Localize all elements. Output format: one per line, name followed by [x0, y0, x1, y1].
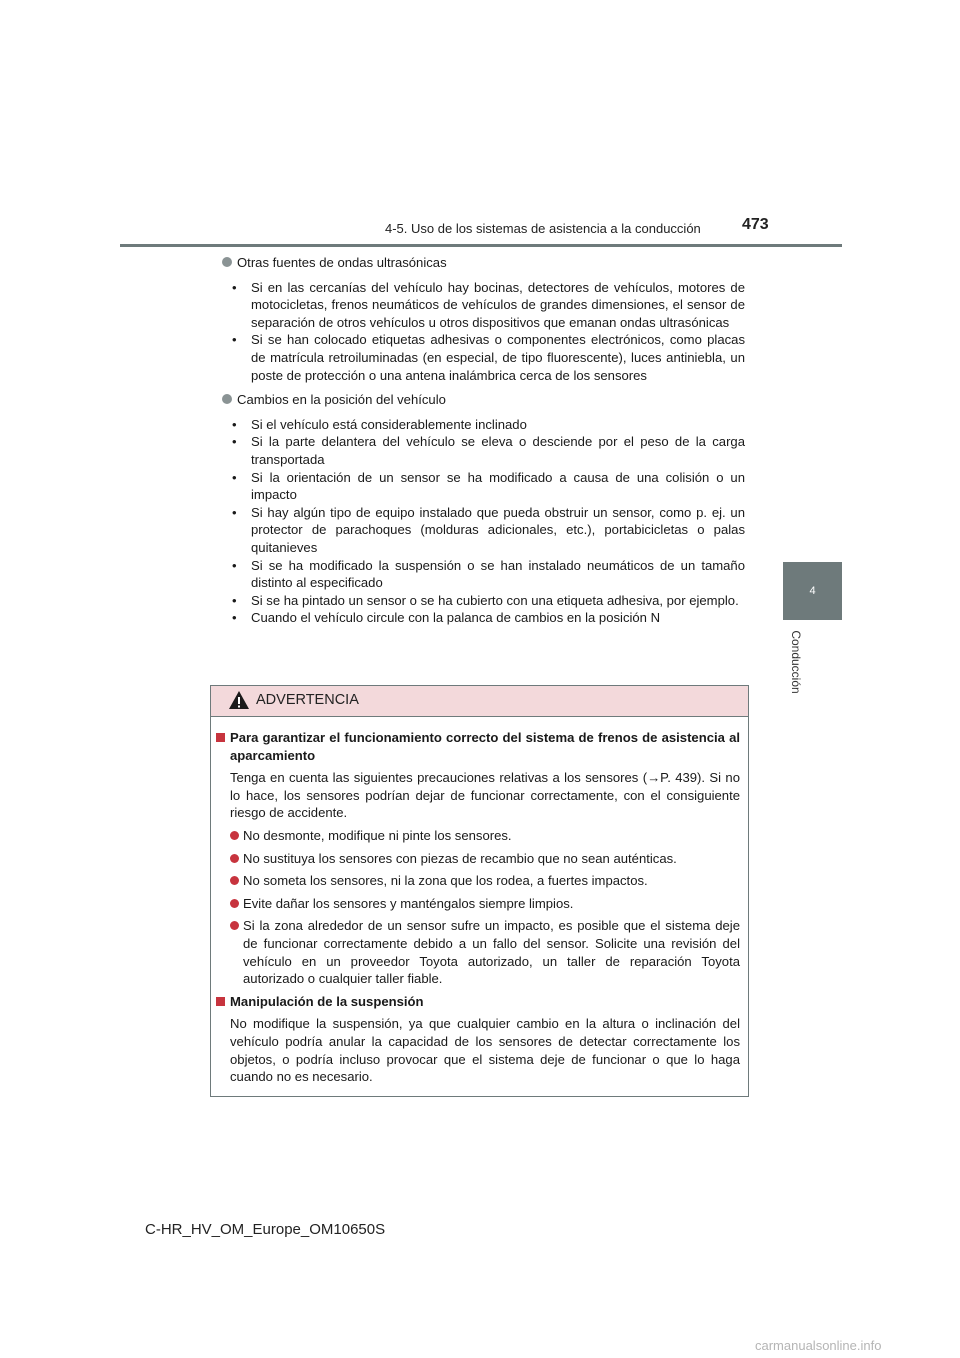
- warning-item: No desmonte, modifique ni pinte los sensores.: [216, 827, 740, 845]
- warning-title: ADVERTENCIA: [256, 692, 359, 708]
- bullet-dot-icon: [222, 257, 232, 267]
- warning-section-heading: Para garantizar el funcionamiento correcto del sistema de frenos de asistencia al aparcamiento: [216, 729, 740, 764]
- warning-item: No someta los sensores, ni la zona que los rodea, a fuertes impactos.: [216, 872, 740, 890]
- square-bullet-icon: [216, 733, 225, 742]
- bullet-icon: •: [232, 279, 237, 295]
- warning-body: [211, 717, 748, 1086]
- list-item: • Si se ha modificado la suspensión o se han instalado neumáticos de un tamaño distinto al especificado: [232, 557, 745, 591]
- bullet-dot-icon: [230, 921, 239, 930]
- bullet-dot-icon: [230, 831, 239, 840]
- bullet-icon: •: [232, 610, 237, 626]
- category-title: Cambios en la posición del vehículo: [237, 392, 446, 408]
- document-code: C-HR_HV_OM_Europe_OM10650S: [145, 1221, 386, 1238]
- list-item: • Si se han colocado etiquetas adhesivas o componentes electrónicos, como placas de matrícula retroiluminadas (en especial, de tipo fluorescente), luces antiniebla, un poste de protección o una antena inalámbrica cerca de los sensores: [232, 332, 745, 383]
- list-item: • Si se ha pintado un sensor o se ha cubierto con una etiqueta adhesiva, por ejemplo.: [232, 592, 739, 608]
- warning-triangle-icon: [228, 690, 250, 710]
- warning-item: Evite dañar los sensores y manténgalos siempre limpios.: [216, 895, 740, 913]
- warning-item: No sustituya los sensores con piezas de recambio que no sean auténticas.: [216, 850, 740, 868]
- bullet-dot-icon: [222, 394, 232, 404]
- list-item: • Si la orientación de un sensor se ha modificado a causa de una colisión o un impacto: [232, 469, 745, 503]
- page-number: 473: [742, 216, 769, 233]
- bullet-icon: •: [232, 434, 237, 450]
- square-bullet-icon: [216, 997, 225, 1006]
- bullet-icon: •: [232, 592, 237, 608]
- header-divider: [120, 244, 842, 247]
- list-item: • Si en las cercanías del vehículo hay bocinas, detectores de vehículos, motores de motocicletas, frenos neumáticos de vehículos de grandes dimensiones, el sensor de separación de otros vehículos u otros dispositivos que emanan ondas ultrasónicas: [232, 279, 745, 330]
- bullet-icon: •: [232, 469, 237, 485]
- bullet-icon: •: [232, 557, 237, 573]
- running-header: 4-5. Uso de los sistemas de asistencia a la conducción: [385, 221, 701, 236]
- list-item: • Si el vehículo está considerablemente inclinado: [232, 416, 527, 432]
- list-item: • Si hay algún tipo de equipo instalado que pueda obstruir un sensor, como p. ej. un protector de parachoques (molduras adicionales, etc.), portabicicletas o palas quitanieves: [232, 504, 745, 555]
- warning-item: Si la zona alrededor de un sensor sufre un impacto, es posible que el sistema deje de funcionar correctamente debido a un fallo del sensor. Solicite una revisión del vehículo en un proveedor Toyota autorizado, un taller de reparación Toyota autorizado o cualquier taller fiable.: [216, 917, 740, 987]
- warning-paragraph: No modifique la suspensión, ya que cualquier cambio en la altura o inclinación del vehículo podría anular la capacidad de los sensores de detectar correctamente los objetos, o podría incluso provocar que el sistema deje de funcionar o que lo haga cuando no es necesario.: [230, 1016, 740, 1085]
- bullet-icon: •: [232, 416, 237, 432]
- category: [222, 254, 745, 272]
- list-item: • Cuando el vehículo circule con la palanca de cambios en la posición N: [232, 610, 661, 626]
- bullet-dot-icon: [230, 854, 239, 863]
- bullet-dot-icon: [230, 899, 239, 908]
- condition-list: [222, 416, 745, 627]
- watermark: carmanualsonline.info: [755, 1338, 882, 1353]
- chapter-number: 4: [809, 585, 816, 597]
- warning-header: [211, 686, 748, 717]
- bullet-dot-icon: [230, 876, 239, 885]
- category: [222, 391, 745, 409]
- bullet-icon: •: [232, 332, 237, 348]
- warning-paragraph: Tenga en cuenta las siguientes precauciones relativas a los sensores (→P. 439). Si no lo hace, los sensores podrían dejar de funcionar correctamente, con el consiguiente riesgo de accidente.: [230, 770, 740, 821]
- condition-list: [222, 279, 745, 385]
- chapter-label: Conducción: [789, 630, 803, 694]
- list-item: • Si la parte delantera del vehículo se eleva o desciende por el peso de la carga transportada: [232, 434, 745, 467]
- warning-section-heading: Manipulación de la suspensión: [216, 993, 740, 1011]
- category-title: Otras fuentes de ondas ultrasónicas: [237, 255, 447, 270]
- bullet-icon: •: [232, 504, 237, 520]
- warning-box: [210, 685, 749, 1097]
- main-content: [222, 254, 745, 634]
